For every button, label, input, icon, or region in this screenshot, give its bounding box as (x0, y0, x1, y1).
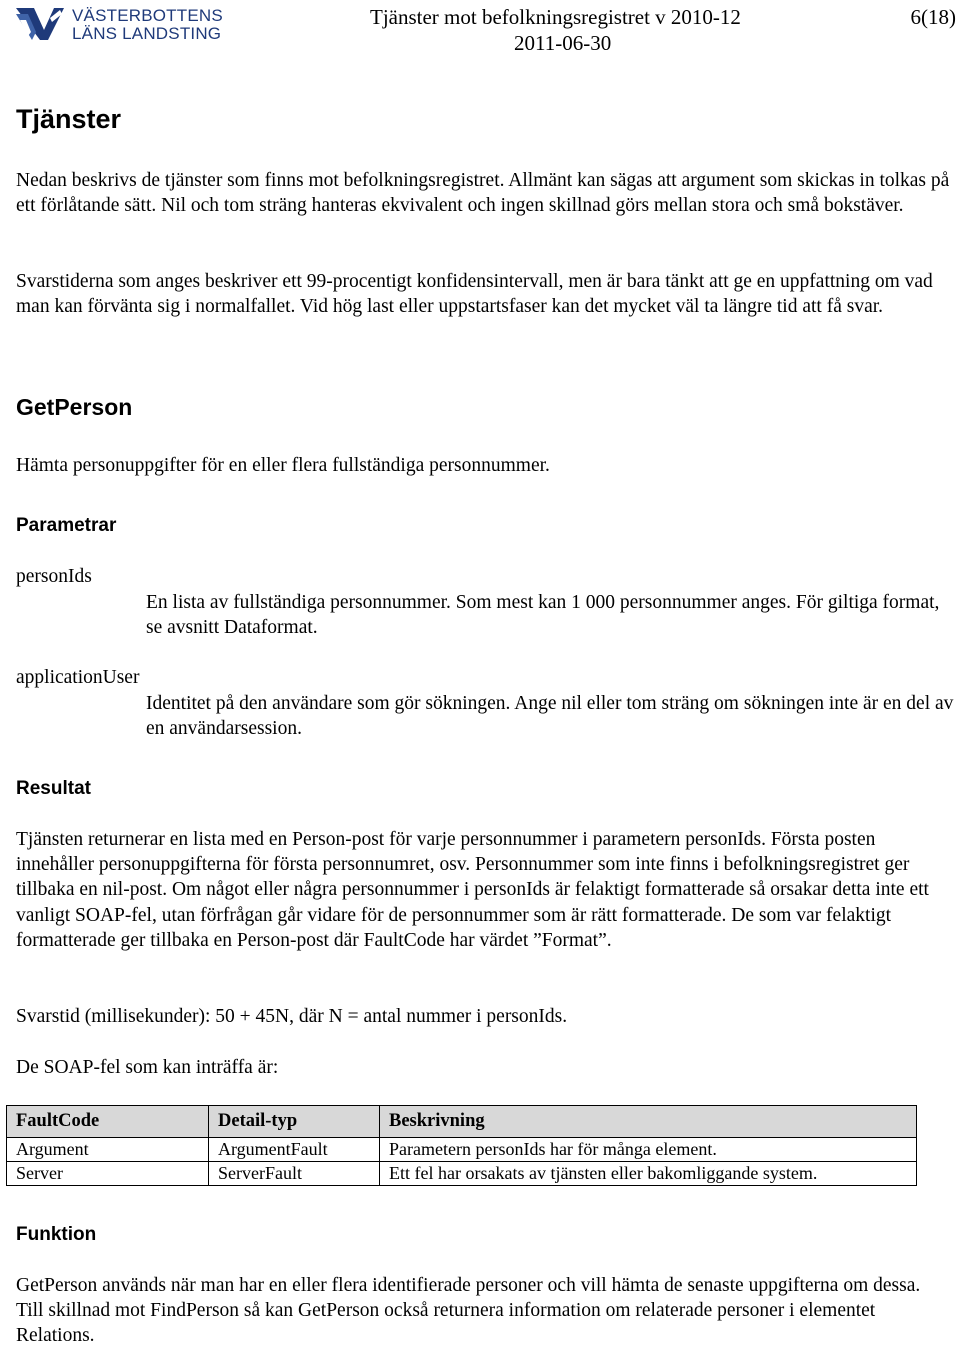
result-paragraph: Tjänsten returnerar en lista med en Person-post för varje personnummer i parametern personIds. Första posten innehåller personuppgifterna för första personnumret, osv. Personnummer som inte finns i befolkningsregistret ger tillbaka en nil-post. Om något eller några personnummer i personIds är felaktigt formatterade så orsakar detta inte ett vanligt SOAP-fel, utan förfrågan går vidare för de personnummer som är rätt formatterade. De som var felaktigt formatterade ger tillbaka en Person-post där FaultCode har värdet ”Format”. (16, 829, 929, 951)
logo-text-line-1: VÄSTERBOTTENS (72, 6, 223, 25)
param-description: Identitet på den användare som gör sökningen. Ange nil eller tom sträng om sökningen inte är en del av en användarsession. (146, 693, 954, 740)
function-heading: Funktion (16, 1224, 97, 1245)
param-name: personIds (16, 566, 92, 587)
table-cell: Parametern personIds har för många element. (380, 1138, 917, 1162)
document-date: 2011-06-30 (514, 31, 612, 55)
result-heading: Resultat (16, 778, 91, 799)
document-title: Tjänster mot befolkningsregistret v 2010-12 (370, 5, 741, 29)
response-time-formula: Svarstid (millisekunder): 50 + 45N, där N = antal nummer i personIds. (16, 1006, 568, 1027)
organization-logo (14, 4, 229, 42)
table-cell: ServerFault (209, 1162, 380, 1186)
intro-paragraph: Nedan beskrivs de tjänster som finns mot befolkningsregistret. Allmänt kan sägas att argument som skickas in tolkas på ett förlåtande sätt. Nil och tom sträng hanteras ekvivalent och ingen skillnad görs mellan stora och små bokstäver. (16, 170, 950, 217)
parameters-heading: Parametrar (16, 515, 117, 536)
param-description: En lista av fullständiga personnummer. Som mest kan 1 000 personnummer anges. För giltiga format, se avsnitt Dataformat. (146, 592, 940, 639)
function-paragraph: GetPerson används när man har en eller flera identifierade personer och vill hämta de senaste uppgifterna om dessa. Till skillnad mot FindPerson så kan GetPerson också returnera information om relaterade personer i elementet Relations. (16, 1275, 921, 1347)
landsting-emblem-icon (14, 6, 66, 40)
section-heading: Tjänster (16, 104, 122, 134)
table-header-cell: Detail-typ (209, 1106, 380, 1138)
table-cell: Server (7, 1162, 209, 1186)
response-time-paragraph: Svarstiderna som anges beskriver ett 99-procentigt konfidensintervall, men är bara tänkt att ge en uppfattning om vad man kan förvänta sig i normalfallet. Vid hög last eller uppstartsfaser kan det mycket väl ta längre tid att få svar. (16, 271, 933, 318)
table-row (7, 1162, 917, 1186)
table-header-cell: FaultCode (7, 1106, 209, 1138)
table-cell: ArgumentFault (209, 1138, 380, 1162)
soap-fault-intro: De SOAP-fel som kan inträffa är: (16, 1057, 279, 1078)
getperson-summary: Hämta personuppgifter för en eller flera fullständiga personnummer. (16, 455, 550, 476)
table-cell: Ett fel har orsakats av tjänsten eller bakomliggande system. (380, 1162, 917, 1186)
page-number: 6(18) (910, 5, 956, 29)
getperson-heading: GetPerson (16, 394, 133, 420)
table-row (7, 1138, 917, 1162)
table-header-row (7, 1106, 917, 1138)
table-cell: Argument (7, 1138, 209, 1162)
param-name: applicationUser (16, 667, 140, 688)
soap-fault-table (6, 1105, 917, 1186)
table-header-cell: Beskrivning (380, 1106, 917, 1138)
logo-text-line-2: LÄNS LANDSTING (72, 24, 222, 43)
